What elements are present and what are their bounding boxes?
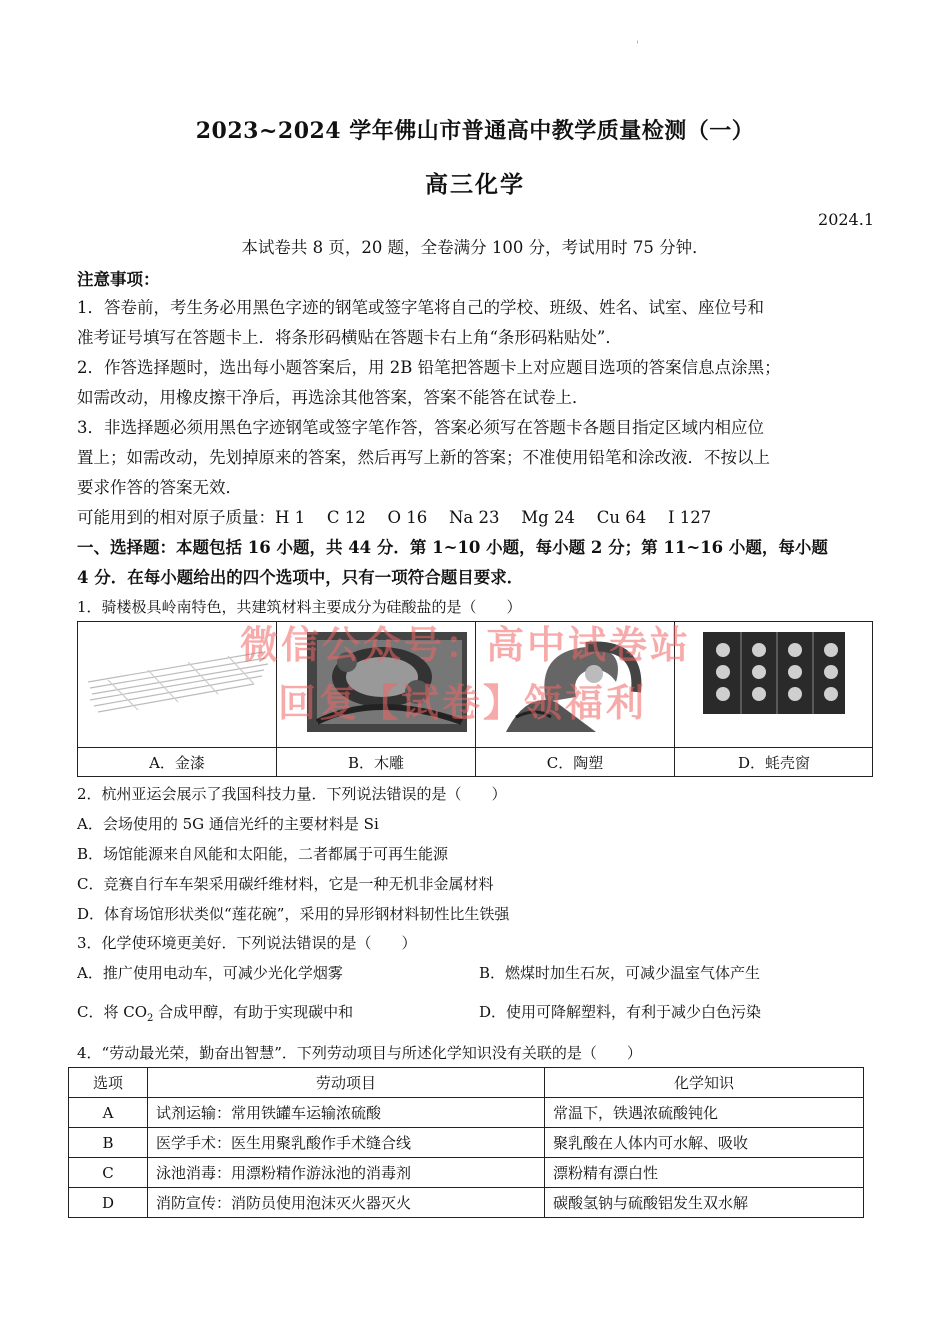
watermark: 回复【试卷】领福利 [278, 681, 648, 725]
exam-date: 2024.1 [818, 210, 874, 229]
q2-option: C．竞赛自行车车架采用碳纤维材料，它是一种无机非金属材料 [77, 875, 494, 893]
notice-line: 要求作答的答案无效． [77, 478, 242, 497]
q3-option: B．燃煤时加生石灰，可减少温室气体产生 [479, 964, 761, 982]
q2-option: D．体育场馆形状类似“莲花碗”，采用的异形钢材料韧性比生铁强 [77, 905, 510, 923]
q4-stem: 4．“劳动最光荣，勤奋出智慧”．下列劳动项目与所述化学知识没有关联的是（ ） [77, 1044, 642, 1062]
table-cell: 聚乳酸在人体内可水解、吸收 [545, 1128, 864, 1158]
table-header: 劳动项目 [148, 1068, 545, 1098]
q3-optc-text: C．将 CO [77, 1003, 148, 1021]
notice-line: 1．答卷前，考生务必用黑色字迹的钢笔或签字笔将自己的学校、班级、姓名、试室、座位号和 [77, 298, 764, 317]
q3-optc-text: 合成甲醇，有助于实现碳中和 [153, 1003, 354, 1021]
table-header-row [69, 1068, 864, 1098]
notice-line: 准考证号填写在答题卡上．将条形码横贴在答题卡右上角“条形码粘贴处”． [77, 328, 622, 347]
section-heading-cont: 4 分．在每小题给出的四个选项中，只有一项符合题目要求． [77, 568, 524, 587]
q1-option: C．陶塑 [476, 747, 675, 777]
exam-subtitle: 高三化学 [425, 171, 525, 198]
q4-table [68, 1067, 864, 1218]
q1-option: B．木雕 [277, 747, 476, 777]
oyster-shell-window-image [675, 622, 873, 747]
table-row [69, 1188, 864, 1218]
q3-option: D．使用可降解塑料，有利于减少白色污染 [479, 1003, 762, 1021]
top-mark: ' [636, 40, 639, 51]
q3-optc-subscript: 2 [147, 1013, 154, 1024]
notice-heading: 注意事项： [77, 270, 160, 289]
q3-option: A．推广使用电动车，可减少光化学烟雾 [77, 964, 343, 982]
table-cell: A [69, 1098, 148, 1128]
exam-title: 2023~2024 学年佛山市普通高中教学质量检测（一） [195, 118, 755, 144]
watermark: 微信公众号：高中试卷站 [240, 623, 692, 667]
table-cell: 试剂运输：常用铁罐车运输浓硫酸 [148, 1098, 545, 1128]
table-cell: B [69, 1128, 148, 1158]
exam-info: 本试卷共 8 页，20 题，全卷满分 100 分，考试用时 75 分钟． [241, 238, 709, 257]
table-cell: 漂粉精有漂白性 [545, 1158, 864, 1188]
q1-stem: 1．骑楼极具岭南特色，共建筑材料主要成分为硅酸盐的是（ ） [77, 598, 522, 616]
table-cell: 常温下，铁遇浓硫酸钝化 [545, 1098, 864, 1128]
q1-option: A．金漆 [78, 747, 277, 777]
q2-option: B．场馆能源来自风能和太阳能，二者都属于可再生能源 [77, 845, 449, 863]
notice-line: 置上；如需改动，先划掉原来的答案，然后再写上新的答案；不准使用铅笔和涂改液．不按以上 [77, 448, 770, 467]
table-header: 选项 [69, 1068, 148, 1098]
q3-stem: 3．化学使环境更美好．下列说法错误的是（ ） [77, 934, 417, 952]
section-heading: 一、选择题：本题包括 16 小题，共 44 分．第 1~10 小题，每小题 2 分；第 11~16 小题，每小题 [77, 538, 828, 557]
table-row [69, 1158, 864, 1188]
q2-stem: 2．杭州亚运会展示了我国科技力量．下列说法错误的是（ ） [77, 785, 507, 803]
table-cell: C [69, 1158, 148, 1188]
table-row [69, 1098, 864, 1128]
table-header: 化学知识 [545, 1068, 864, 1098]
notice-line: 如需改动，用橡皮擦干净后，再选涂其他答案，答案不能答在试卷上． [77, 388, 589, 407]
table-cell: 医学手术：医生用聚乳酸作手术缝合线 [148, 1128, 545, 1158]
table-cell: 泳池消毒：用漂粉精作游泳池的消毒剂 [148, 1158, 545, 1188]
table-cell: D [69, 1188, 148, 1218]
q2-option: A．会场使用的 5G 通信光纤的主要材料是 Si [77, 815, 379, 833]
q1-option: D．蚝壳窗 [675, 747, 873, 777]
notice-line: 2．作答选择题时，选出每小题答案后，用 2B 铅笔把答题卡上对应题目选项的答案信息点涂黑； [77, 358, 781, 377]
notice-line: 3．非选择题必须用黑色字迹钢笔或签字笔作答，答案必须写在答题卡各题目指定区域内相应位 [77, 418, 764, 437]
q3-option [77, 1002, 353, 1029]
table-cell: 消防宣传：消防员使用泡沫灭火器灭火 [148, 1188, 545, 1218]
atomic-mass-line: 可能用到的相对原子质量：H 1 C 12 O 16 Na 23 Mg 24 Cu 64 I 127 [77, 508, 712, 527]
table-cell: 碳酸氢钠与硫酸铝发生双水解 [545, 1188, 864, 1218]
table-row [69, 1128, 864, 1158]
